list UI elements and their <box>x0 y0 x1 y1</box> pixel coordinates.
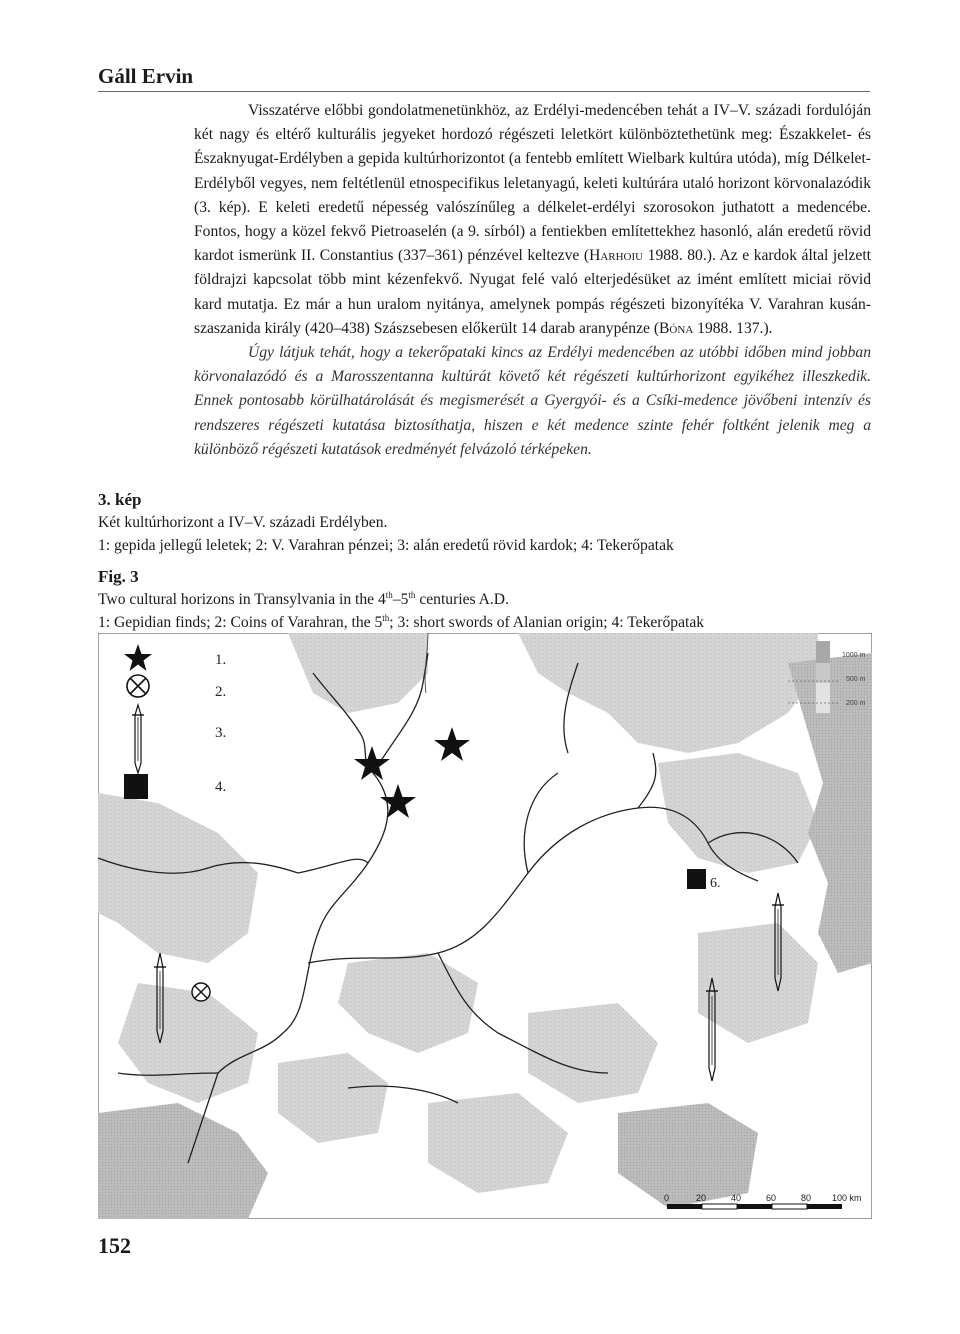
caption-hungarian <box>98 488 870 557</box>
scale-tick: 100 km <box>832 1193 862 1203</box>
legend-label-1: 1. <box>215 652 227 668</box>
elevation-label-500: 500 m <box>846 676 866 683</box>
page-number: 152 <box>98 1233 131 1258</box>
elevation-1000-swatch <box>816 641 830 663</box>
legend-label-4: 4. <box>215 779 227 795</box>
header-rule <box>98 91 870 92</box>
paragraph-2: Úgy látjuk tehát, hogy a tekerőpataki kincs az Erdélyi medencében az utóbbi időben mind jobban körvonalazódó és a Marosszentanna kultúrát követő két régészeti kultúrhorizont egyikéhez illeszkedik. Ennek pontosabb körülhatárolását és megismerését a Gyergyói- és a Csíki-medence jövőbeni intenzív és rendszeres régészeti kutatása biztosíthatja, hiszen e két medence szinte fehér foltként jelenik meg a különböző régészeti kutatások eredményét felvázoló térképeken. <box>194 344 871 458</box>
tekeropatak-site-icon <box>687 869 706 889</box>
caption-en-line1: Two cultural horizons in Transylvania in the 4th–5th centuries A.D. <box>98 589 509 608</box>
site-label-6: 6. <box>710 876 721 891</box>
transylvania-map <box>98 633 872 1219</box>
map-figure <box>98 633 872 1219</box>
legend-label-3: 3. <box>215 725 227 741</box>
caption-en-title: Fig. 3 <box>98 567 139 586</box>
elevation-label-1000: 1000 m <box>842 652 866 659</box>
legend-square-icon <box>124 774 148 799</box>
scale-tick: 60 <box>766 1193 777 1203</box>
caption-hu-line2: 1: gepida jellegű leletek; 2: V. Varahran pénzei; 3: alán eredetű rövid kardok; 4: Tekerőpatak <box>98 537 674 554</box>
caption-hu-line1: Két kultúrhorizont a IV–V. századi Erdélyben. <box>98 514 388 531</box>
elevation-label-200: 200 m <box>846 700 866 707</box>
paragraph-1: Visszatérve előbbi gondolatmenetünkhöz, az Erdélyi-medencében tehát a IV–V. századi fordulóján két nagy és eltérő kulturális jegyeket hordozó régészeti leletkört különböztethetünk meg: Északkelet- és Északnyugat-Erdélyben a gepida kultúrhorizontot (a fentebb említett Wielbark kultúra utóda), míg Délkelet-Erdélyből vegyes, nem feltétlenül etnospecifikus leletanyagú, keleti kultúrára utaló horizont körvonalazódik (3. kép). E keleti eredetű népesség valószínűleg a délkelet-erdélyi szorosokon juthatott a medencébe. Fontos, hogy a közel fekvő Pietroaselén (a 9. sírból) a fentiekben említettekhez hasonló, alán eredetű rövid kardot ismerünk II. Constantius (337–361) pénzével keltezve (Harhoiu 1988. 80.). Az e kardok által jelzett földrajzi kapcsolat több mint kézenfekvő. Nyugat felé való elterjedésüket az imént említett miciai rövid kard mutatja. Ez már a hun uralom nyitánya, amelynek pompás régészeti bizonyítéka V. Varahran kusán-szaszanida király (420–438) Szászsebesen előkerült 14 darab aranypénze (Bóna 1988. 137.). <box>194 102 871 337</box>
scale-tick: 20 <box>696 1193 707 1203</box>
scale-tick: 40 <box>731 1193 742 1203</box>
scale-tick: 0 <box>664 1193 670 1203</box>
body-text <box>194 99 871 462</box>
running-head-author: Gáll Ervin <box>98 64 194 88</box>
legend-label-2: 2. <box>215 684 227 700</box>
caption-english <box>98 565 870 634</box>
caption-en-line2: 1: Gepidian finds; 2: Coins of Varahran, the 5th; 3: short swords of Alanian origin; 4: Tekerőpatak <box>98 612 705 631</box>
scale-tick: 80 <box>801 1193 812 1203</box>
caption-hu-title: 3. kép <box>98 490 142 509</box>
varahran-coin-site-icon <box>192 983 210 1001</box>
